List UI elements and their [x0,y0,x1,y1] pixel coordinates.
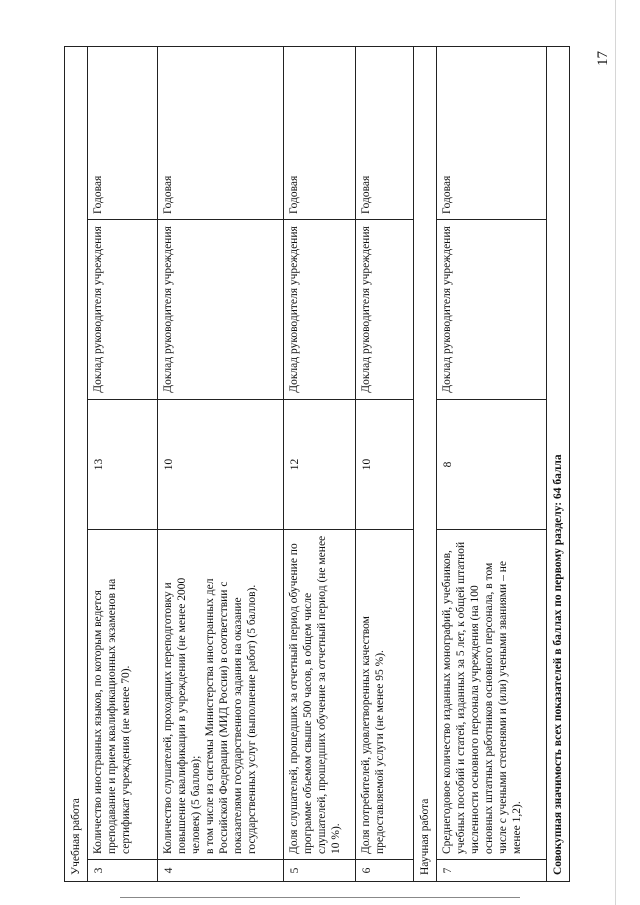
points-value: 13 [88,400,158,530]
page-number: 17 [595,51,611,66]
indicator-text: Среднегодовое количество изданных монографий, учебников, учебных пособий и статей, изданных за 5 лет, к общей штатной численности основного персонала учреждения (на 100 основных штатных работников основного персонала, в том числе с учеными степенями и (или) учеными званиями – не менее 1,2). [437,530,547,860]
table-row [284,46,356,881]
section-header-row [414,46,437,881]
reporting-period: Годовая [356,46,414,219]
reporting-period: Годовая [158,46,284,219]
indicator-text: Количество иностранных языков, по которым ведется преподавание и прием квалификационных экзаменов на сертификат учреждения (не менее 70). [88,530,158,860]
indicators-table [64,46,570,882]
points-value: 10 [356,400,414,530]
section-title: Учебная работа [65,46,88,881]
data-source: Доклад руководителя учреждения [356,220,414,400]
table-row [158,46,284,881]
rotated-page-content [64,47,604,882]
data-source: Доклад руководителя учреждения [284,220,356,400]
row-number: 5 [284,860,356,882]
data-source: Доклад руководителя учреждения [437,220,547,400]
points-value: 8 [437,400,547,530]
data-source: Доклад руководителя учреждения [88,220,158,400]
table-row [356,46,414,881]
points-value: 12 [284,400,356,530]
section-title: Научная работа [414,46,437,881]
row-number: 3 [88,860,158,882]
scan-edge-line [615,0,616,905]
total-row [547,46,570,881]
section-header-row [65,46,88,881]
data-source: Доклад руководителя учреждения [158,220,284,400]
page-bottom-edge [120,897,520,898]
table-row [88,46,158,881]
total-summary: Совокупная значимость всех показателей в баллах по первому разделу: 64 балла [547,46,570,881]
indicator-text: Количество слушателей, проходящих переподготовку и повышение квалификации в учреждении (не менее 2000 человек) (5 баллов); в том числе из системы Министерства иностранных дел Российской Федерации (МИД России) в соответствии с показателями государственного задания на оказание государственных услуг (выполнение работ) (5 баллов). [158,530,284,860]
row-number: 4 [158,860,284,882]
indicator-text: Доля слушателей, прошедших за отчетный период обучение по программе объемом свыше 500 часов, в общем числе слушателей, прошедших обучение за отчетный период (не менее 10 %). [284,530,356,860]
reporting-period: Годовая [88,46,158,219]
points-value: 10 [158,400,284,530]
indicator-text: Доля потребителей, удовлетворенных качеством предоставляемой услуги (не менее 95 %). [356,530,414,860]
table-row [437,46,547,881]
reporting-period: Годовая [284,46,356,219]
row-number: 7 [437,860,547,882]
reporting-period: Годовая [437,46,547,219]
row-number: 6 [356,860,414,882]
